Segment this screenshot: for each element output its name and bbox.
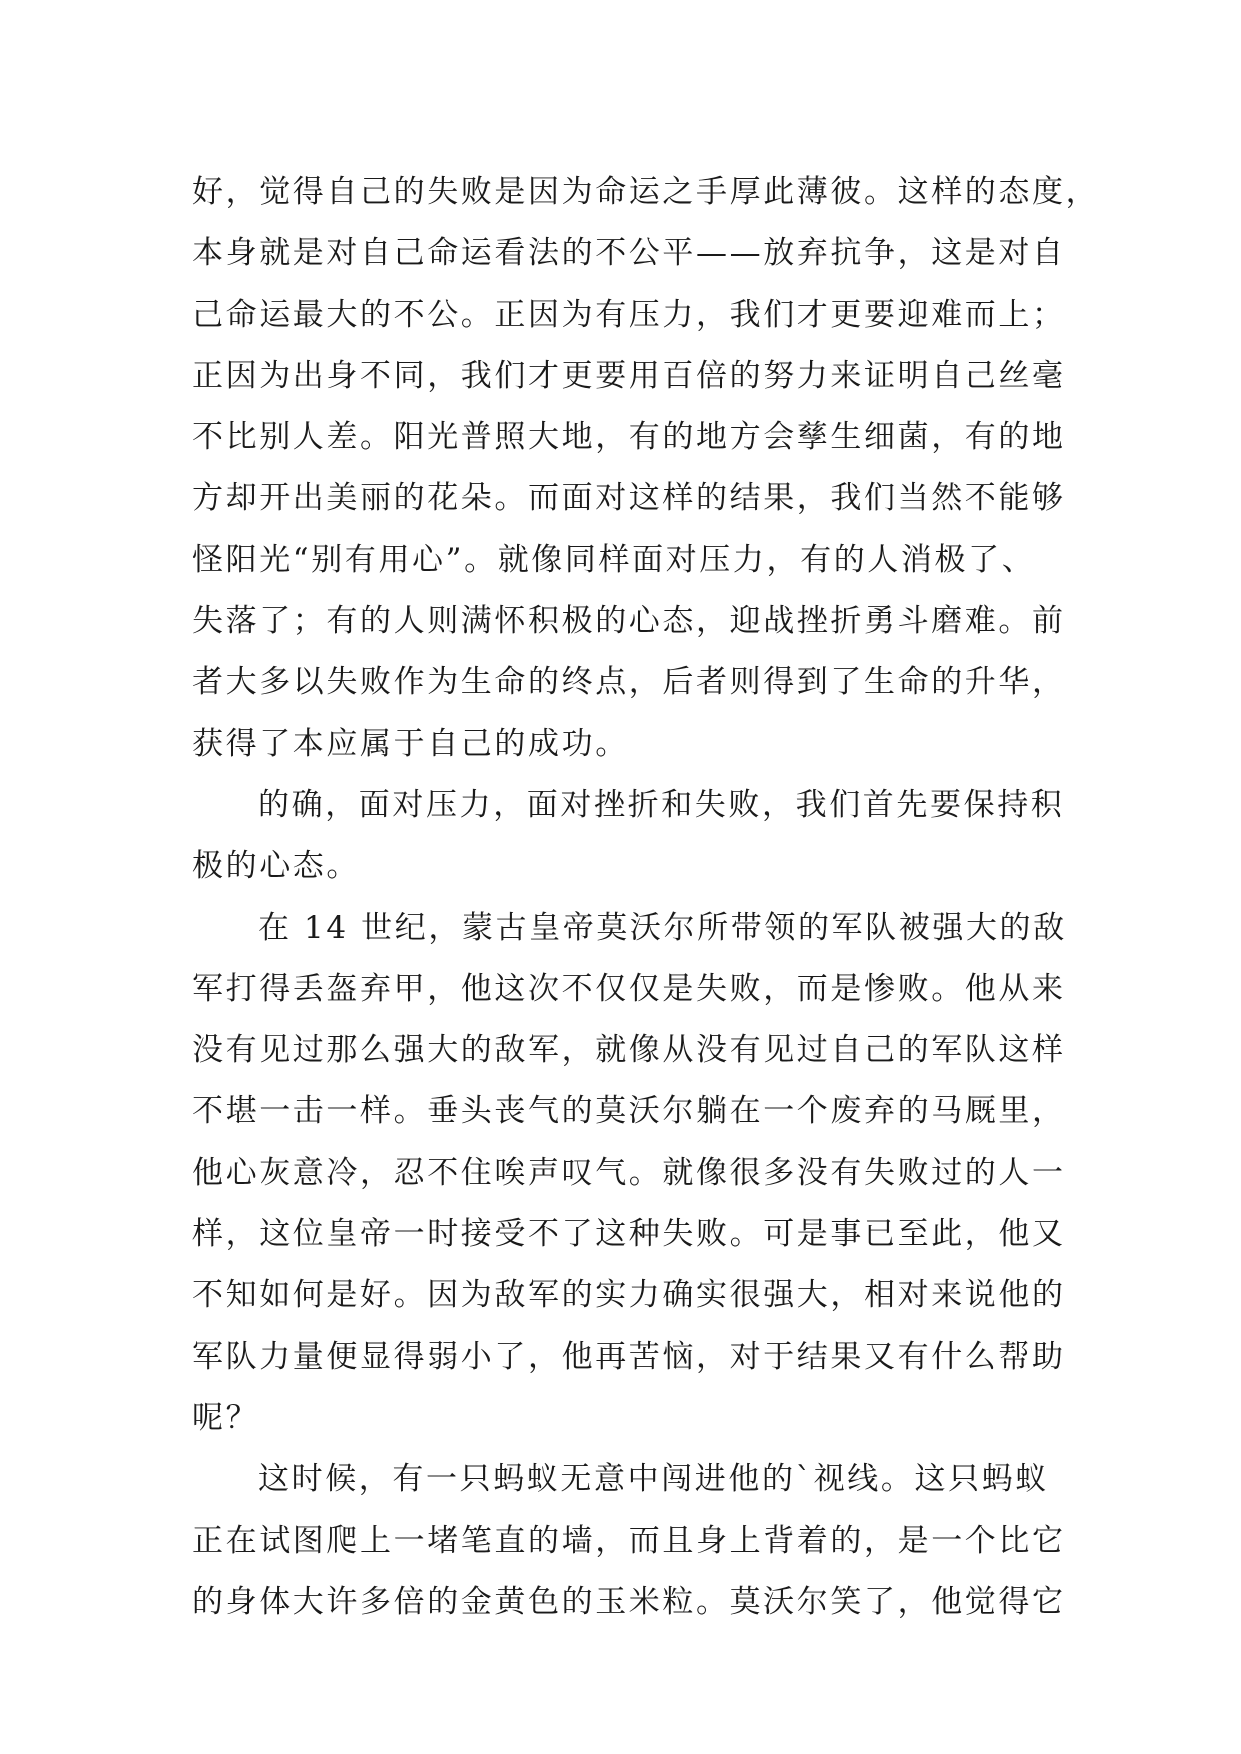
text-line: 方却开出美丽的花朵。而面对这样的结果，我们当然不能够 — [192, 480, 1066, 517]
text-line: 没有见过那么强大的敌军，就像从没有见过自己的军队这样 — [192, 1032, 1066, 1069]
text-line: 本身就是对自己命运看法的不公平——放弃抗争，这是对自 — [192, 235, 1066, 272]
text-line: 军打得丢盔弃甲，他这次不仅仅是失败，而是惨败。他从来 — [192, 970, 1066, 1007]
text-line: 军队力量便显得弱小了，他再苦恼，对于结果又有什么帮助 — [192, 1338, 1066, 1375]
text-line: 不知如何是好。因为敌军的实力确实很强大，相对来说他的 — [192, 1277, 1066, 1314]
text-line: 获得了本应属于自己的成功。 — [192, 725, 629, 762]
text-line: 这时候，有一只蚂蚁无意中闯进他的`视线。这只蚂蚁 — [258, 1461, 1049, 1498]
text-line: 极的心态。 — [192, 848, 360, 885]
text-line: 己命运最大的不公。正因为有压力，我们才更要迎难而上； — [192, 296, 1066, 333]
document-body — [192, 162, 1100, 1633]
text-line: 在 14 世纪，蒙古皇帝莫沃尔所带领的军队被强大的敌 — [258, 909, 1067, 946]
text-line: 呢？ — [192, 1399, 260, 1436]
text-line: 正因为出身不同，我们才更要用百倍的努力来证明自己丝毫 — [192, 357, 1066, 394]
text-line: 样，这位皇帝一时接受不了这种失败。可是事已至此，他又 — [192, 1216, 1066, 1253]
text-line: 失落了；有的人则满怀积极的心态，迎战挫折勇斗磨难。前 — [192, 603, 1066, 640]
text-line: 他心灰意冷，忍不住唉声叹气。就像很多没有失败过的人一 — [192, 1154, 1066, 1191]
text-line: 不比别人差。阳光普照大地，有的地方会孳生细菌，有的地 — [192, 419, 1066, 456]
text-line: 好，觉得自己的失败是因为命运之手厚此薄彼。这样的态度， — [192, 174, 1100, 210]
text-line: 者大多以失败作为生命的终点，后者则得到了生命的升华， — [192, 664, 1066, 701]
text-line: 怪阳光“别有用心”。就像同样面对压力，有的人消极了、 — [192, 541, 1036, 578]
text-line: 正在试图爬上一堵笔直的墙，而且身上背着的，是一个比它 — [192, 1522, 1066, 1559]
text-line: 的身体大许多倍的金黄色的玉米粒。莫沃尔笑了，他觉得它 — [192, 1583, 1066, 1620]
text-line: 不堪一击一样。垂头丧气的莫沃尔躺在一个废弃的马厩里， — [192, 1093, 1066, 1130]
text-line: 的确，面对压力，面对挫折和失败，我们首先要保持积 — [258, 786, 1065, 823]
